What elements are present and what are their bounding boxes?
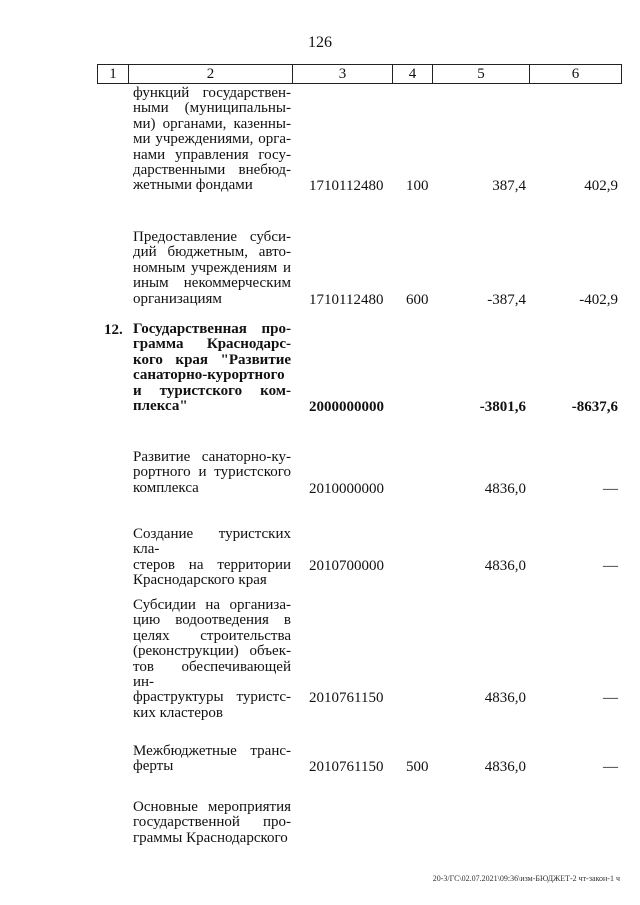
row-name (133, 86, 291, 194)
amount-2023: — (603, 759, 618, 776)
row-name-line: целях строительства (133, 627, 291, 644)
footer-stamp: 20-3/ГС\02.07.2021\09:36\изм-БЮДЖЕТ-2 чт-закон-1 ч (432, 874, 620, 883)
row-name-line: номным учреждениям и (133, 259, 291, 276)
budget-code: 2010761150 (309, 690, 384, 707)
row-name-line: Предоставление субси- (133, 229, 291, 245)
budget-code: 2010700000 (309, 557, 384, 574)
row-name-line: санаторно-курортного (133, 367, 285, 384)
budget-code: 1710112480 (309, 178, 384, 195)
row-name-line: комплекса (133, 479, 199, 496)
row-name-line: жетными фондами (133, 177, 253, 194)
row-name-line: ми учреждениями, орга- (133, 131, 291, 148)
row-name-line: Развитие санаторно-ку- (133, 449, 291, 465)
page-number: 126 (308, 34, 332, 51)
row-name (133, 598, 291, 721)
row-name (133, 800, 291, 846)
header-cell-1: 1 (98, 65, 129, 83)
budget-code: 2000000000 (309, 399, 384, 415)
row-name-line: государственной про- (133, 814, 291, 831)
row-name-line: ными (муниципальны- (133, 100, 291, 117)
amount-2022: 4836,0 (484, 759, 526, 776)
row-name-line: иным некоммерческим (133, 275, 291, 292)
header-cell-2: 2 (129, 65, 293, 83)
header-cell-5: 5 (433, 65, 530, 83)
row-name-line: цию водоотведения в (133, 612, 291, 629)
amount-2022: 4836,0 (484, 480, 526, 497)
row-name (133, 450, 291, 496)
row-name-line: граммы Краснодарского (133, 829, 288, 846)
budget-code: 2010000000 (309, 480, 384, 497)
row-name-line: Межбюджетные транс- (133, 743, 291, 759)
expense-type: 100 (406, 178, 429, 195)
row-name-line: Создание туристских кла- (133, 526, 291, 558)
row-name-line: Государственная про- (133, 321, 291, 337)
amount-2022: 4836,0 (484, 690, 526, 707)
row-name-line: дий бюджетным, авто- (133, 244, 291, 261)
amount-2023: -8637,6 (571, 399, 618, 415)
row-name-line: рортного и туристского (133, 464, 291, 481)
expense-type: 500 (406, 759, 429, 776)
row-name-line: ких кластеров (133, 704, 223, 721)
row-name-line: тов обеспечивающей ин- (133, 658, 291, 691)
row-name-line: и туристского ком- (133, 382, 291, 399)
row-name (133, 744, 291, 775)
row-name-line: грамма Краснодарс- (133, 336, 291, 353)
table-header (97, 64, 622, 84)
row-name-line: Основные мероприятия (133, 799, 291, 815)
amount-2023: — (603, 557, 618, 574)
amount-2022: 4836,0 (484, 557, 526, 574)
row-name-line: дарственными внебюд- (133, 162, 291, 179)
row-name (133, 527, 291, 589)
amount-2022: -3801,6 (479, 399, 526, 415)
header-cell-6: 6 (571, 66, 580, 82)
budget-code: 1710112480 (309, 291, 384, 308)
header-cell-4: 4 (393, 65, 433, 83)
amount-2023: 402,9 (584, 178, 618, 195)
row-name-line: ферты (133, 758, 174, 775)
row-name-line: кого края "Развитие (133, 351, 291, 368)
expense-type: 600 (406, 291, 429, 308)
budget-code: 2010761150 (309, 759, 384, 776)
row-name-line: организациям (133, 290, 222, 307)
header-cell-3: 3 (293, 65, 393, 83)
row-name-line: нами управления госу- (133, 146, 291, 163)
row-name-line: плекса" (133, 398, 188, 415)
row-name (133, 322, 291, 414)
row-name-line: Краснодарского края (133, 572, 267, 589)
amount-2023: — (603, 690, 618, 707)
row-name (133, 230, 291, 307)
amount-2022: -387,4 (487, 291, 526, 308)
amount-2023: -402,9 (579, 291, 618, 308)
row-name-line: ми) органами, казенны- (133, 115, 291, 132)
row-number: 12. (104, 322, 123, 338)
row-name-line: функций государствен- (133, 85, 291, 101)
row-name-line: Субсидии на организа- (133, 597, 291, 613)
amount-2023: — (603, 480, 618, 497)
row-name-line: стеров на территории (133, 556, 291, 573)
row-name-line: фраструктуры туристс- (133, 689, 291, 706)
row-name-line: (реконструкции) объек- (133, 643, 291, 660)
amount-2022: 387,4 (492, 178, 526, 195)
